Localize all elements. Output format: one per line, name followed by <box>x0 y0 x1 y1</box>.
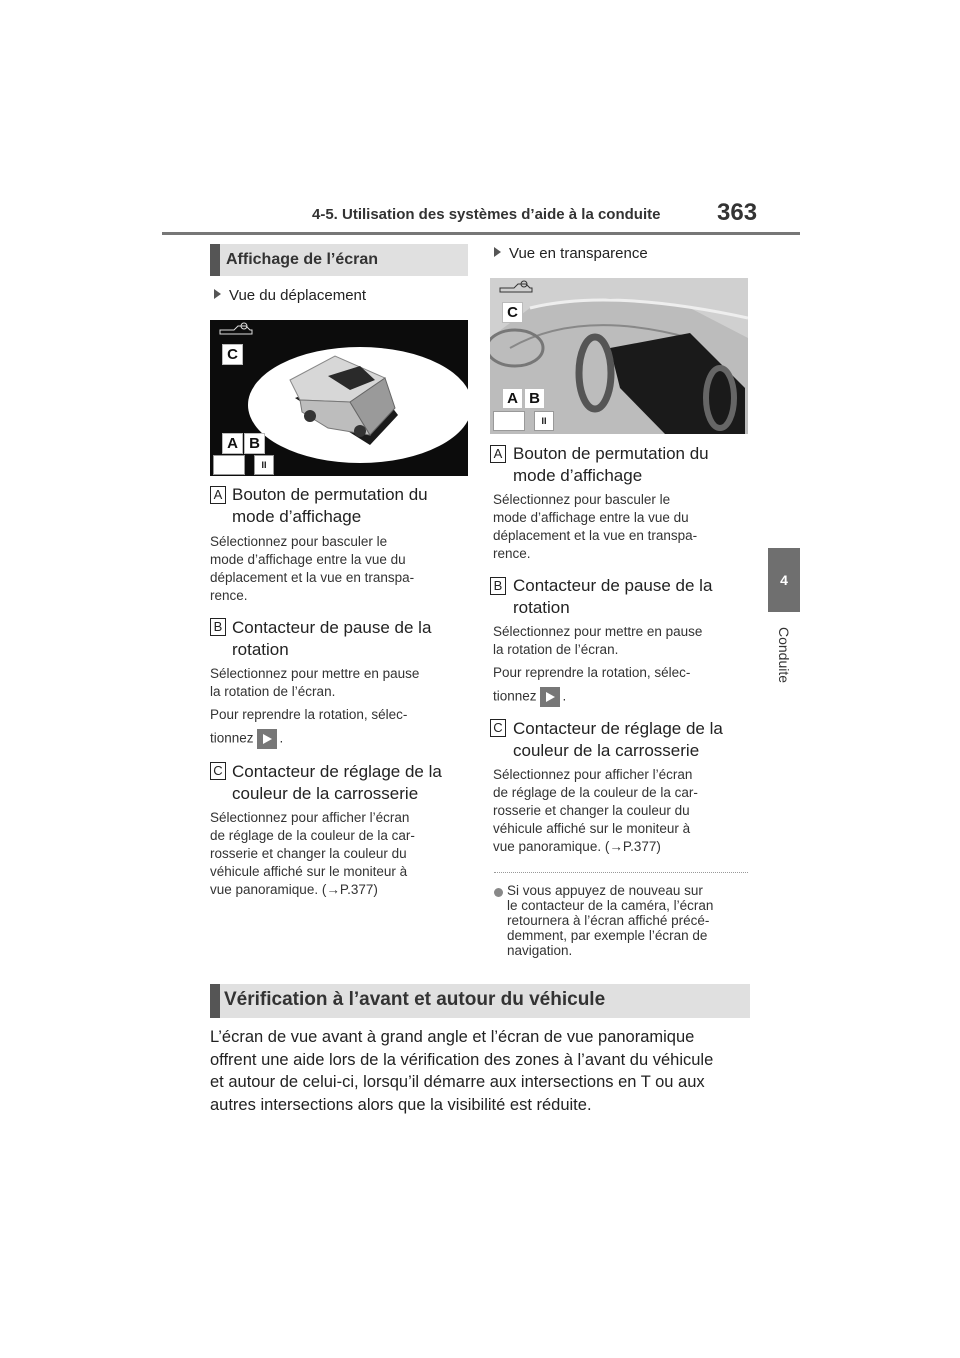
intro-paragraph: L’écran de vue avant à grand angle et l’écran de vue panoramique offrent une aide lors de la vérification des zones à l’avant du véhicule et autour de celui-ci, lorsqu’il démarre aux intersections en T ou aux autres intersections alors que la visibilité est réduite. <box>210 1028 714 1114</box>
item-a-title: Bouton de permutation du mode d’affichage <box>513 444 709 485</box>
section-heading-text: Vérification à l’avant et autour du véhicule <box>224 989 606 1010</box>
item-b-title: Contacteur de pause de la rotation <box>513 576 713 617</box>
triangle-bullet-icon <box>214 289 221 299</box>
section-marker <box>210 244 220 276</box>
color-adjust-button[interactable]: C <box>222 344 243 365</box>
label-box-a: A <box>210 486 226 504</box>
transparent-view-screen <box>490 278 748 434</box>
page-number: 363 <box>717 199 758 226</box>
rotation-pause-button[interactable]: B <box>524 388 545 409</box>
chapter-section-title: 4-5. Utilisation des systèmes d’aide à la conduite <box>312 206 661 223</box>
item-a-body: Sélectionnez pour basculer le mode d’affichage entre la vue du déplacement et la vue en transpa- rence. <box>493 492 698 561</box>
label-box-c: C <box>490 719 506 737</box>
view-mode-icon[interactable] <box>213 455 245 475</box>
section-marker <box>210 984 220 1018</box>
item-b-title: Contacteur de pause de la rotation <box>232 618 432 659</box>
item-c-title: Contacteur de réglage de la couleur de la carrosserie <box>513 719 723 760</box>
section-heading-display <box>210 244 468 276</box>
item-c-title: Contacteur de réglage de la couleur de la carrosserie <box>232 762 442 803</box>
note-text: Si vous appuyez de nouveau sur le contacteur de la caméra, l’écran retournera à l’écran affiché précé- demment, par exemple l’écran de navigation. <box>507 883 714 958</box>
note-divider <box>494 872 748 874</box>
item-b-body: Sélectionnez pour mettre en pause la rotation de l’écran. Pour reprendre la rotation, sélec- tionnez . <box>493 623 702 707</box>
view-mode-icon[interactable] <box>493 411 525 431</box>
section-heading-front-check <box>210 984 750 1018</box>
driving-view-screen <box>210 320 468 476</box>
left-view-heading: Vue du déplacement <box>214 287 366 304</box>
item-a-body: Sélectionnez pour basculer le mode d’affichage entre la vue du déplacement et la vue en transpa- rence. <box>210 534 415 603</box>
note-bullet-icon <box>494 888 503 897</box>
triangle-bullet-icon <box>494 247 501 257</box>
header-divider <box>162 232 800 235</box>
pause-icon[interactable]: II <box>534 411 554 431</box>
view-switch-button[interactable]: A <box>222 433 243 454</box>
label-box-b: B <box>490 577 506 595</box>
color-adjust-button[interactable]: C <box>502 302 523 323</box>
item-a-title: Bouton de permutation du mode d’affichage <box>232 485 428 526</box>
item-c-body: Sélectionnez pour afficher l’écran de réglage de la couleur de la car- rosserie et changer la couleur du véhicule affiché sur le moniteur à vue panoramique. (→P.377) <box>493 767 698 854</box>
section-heading-text: Affichage de l’écran <box>226 251 379 268</box>
rotation-pause-button[interactable]: B <box>244 433 265 454</box>
item-c-body: Sélectionnez pour afficher l’écran de réglage de la couleur de la car- rosserie et changer la couleur du véhicule affiché sur le moniteur à vue panoramique. (→P.377) <box>210 810 415 897</box>
item-b-body: Sélectionnez pour mettre en pause la rotation de l’écran. Pour reprendre la rotation, sélec- tionnez . <box>210 665 419 749</box>
chapter-tab-label: Conduite <box>776 626 792 684</box>
label-box-b: B <box>210 618 226 636</box>
view-switch-button[interactable]: A <box>502 388 523 409</box>
transparent-view-illustration <box>490 278 748 434</box>
right-view-heading: Vue en transparence <box>494 245 648 262</box>
label-box-c: C <box>210 762 226 780</box>
chapter-tab-number: 4 <box>768 548 800 612</box>
label-box-a: A <box>490 445 506 463</box>
play-icon <box>540 687 560 707</box>
play-icon <box>257 729 277 749</box>
pause-icon[interactable]: II <box>254 455 274 475</box>
